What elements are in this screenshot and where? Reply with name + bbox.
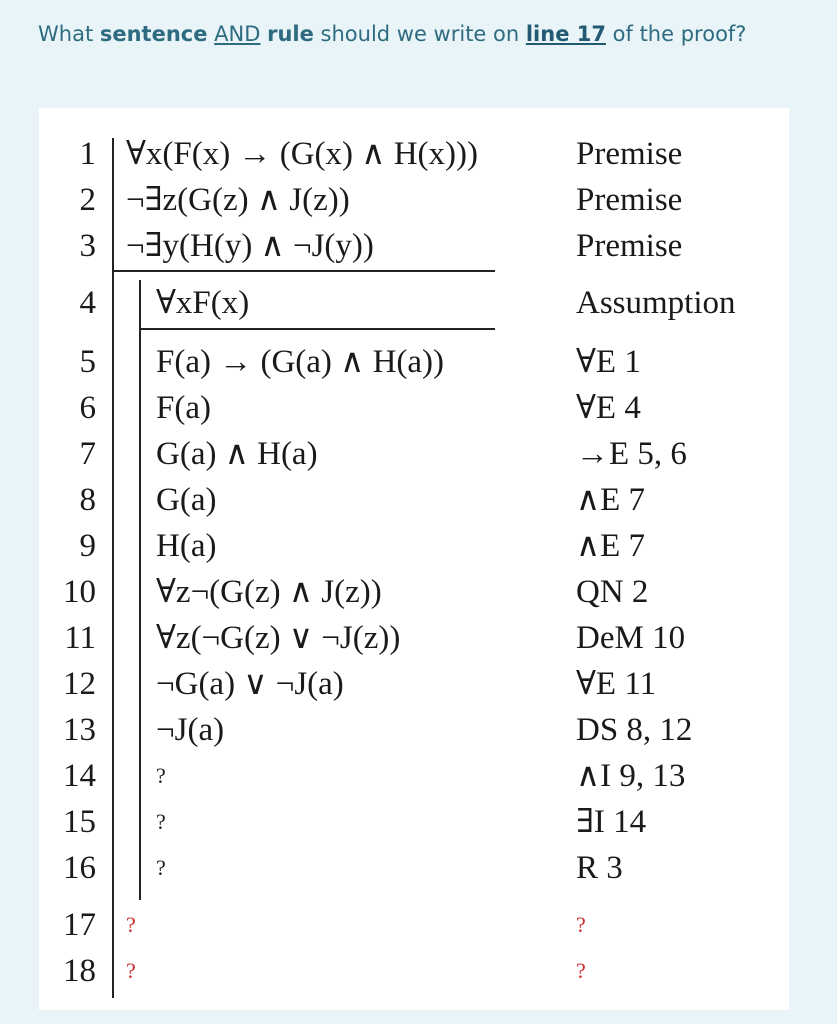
line-rule: ? (576, 912, 586, 937)
line-number: 3 (79, 228, 96, 264)
line-number: 11 (64, 620, 96, 656)
line-rule: ∀E 1 (576, 344, 641, 380)
line-rule: ∧I 9, 13 (576, 758, 686, 794)
line-number: 12 (63, 666, 96, 702)
line-number: 6 (79, 390, 96, 426)
line-rule: ∧E 7 (576, 528, 646, 564)
line-sentence: ? (126, 912, 136, 937)
proof-line-1 (39, 132, 789, 176)
line-rule: ∃I 14 (576, 804, 647, 840)
fitch-proof (39, 108, 789, 1010)
line-17-link[interactable]: line 17 (525, 22, 606, 46)
premise-bar (112, 270, 495, 272)
proof-line-15 (39, 800, 789, 844)
line-sentence: ∀x(F(x) → (G(x) ∧ H(x))) (126, 136, 478, 172)
proof-line-16 (39, 846, 789, 890)
line-sentence: ¬∃y(H(y) ∧ ¬J(y)) (126, 228, 374, 264)
line-number: 15 (63, 804, 96, 840)
line-rule: ∀E 4 (576, 390, 641, 426)
line-rule: ∀E 11 (576, 666, 657, 702)
line-sentence: F(a) → (G(a) ∧ H(a)) (156, 344, 445, 380)
proof-line-14 (39, 754, 789, 798)
line-number: 10 (63, 574, 96, 610)
proof-line-2 (39, 178, 789, 222)
line-sentence: ∀z(¬G(z) ∨ ¬J(z)) (156, 620, 401, 656)
line-sentence: ∀xF(x) (156, 285, 250, 321)
question-emphasis-rule: rule (267, 22, 314, 46)
line-number: 8 (79, 482, 96, 518)
line-sentence: ¬∃z(G(z) ∧ J(z)) (126, 182, 350, 218)
line-number: 5 (79, 344, 96, 380)
proof-line-6 (39, 386, 789, 430)
line-number: 18 (63, 953, 96, 989)
line-sentence: G(a) ∧ H(a) (156, 436, 318, 472)
proof-line-7 (39, 432, 789, 476)
line-rule: ? (576, 958, 586, 983)
line-number: 7 (79, 436, 96, 472)
line-number: 2 (79, 182, 96, 218)
proof-image (39, 108, 789, 1010)
line-number: 4 (79, 285, 96, 321)
line-rule: Assumption (576, 285, 736, 321)
line-rule: Premise (576, 228, 683, 264)
line-rule: Premise (576, 136, 683, 172)
question-part: of the proof? (605, 22, 747, 46)
line-rule: DeM 10 (576, 620, 686, 656)
question-part: What (38, 22, 100, 46)
line-number: 1 (79, 136, 96, 172)
question-part: should we write on (313, 22, 526, 46)
line-sentence: ? (156, 763, 166, 788)
proof-line-3 (39, 224, 789, 268)
line-sentence: ? (156, 809, 166, 834)
proof-line-8 (39, 478, 789, 522)
proof-line-4 (39, 281, 789, 325)
line-sentence: G(a) (156, 482, 217, 518)
line-rule: DS 8, 12 (576, 712, 693, 748)
line-rule: QN 2 (576, 574, 649, 610)
line-number: 13 (63, 712, 96, 748)
assumption-bar (139, 328, 495, 330)
proof-line-11 (39, 616, 789, 660)
line-number: 9 (79, 528, 96, 564)
proof-line-5 (39, 340, 789, 384)
line-sentence: H(a) (156, 528, 217, 564)
proof-line-18 (39, 949, 789, 993)
proof-line-17 (39, 903, 789, 947)
line-rule: Premise (576, 182, 683, 218)
line-sentence: ∀z¬(G(z) ∧ J(z)) (156, 574, 382, 610)
line-number: 16 (63, 850, 96, 886)
line-number: 17 (63, 907, 96, 943)
question-emphasis-and: AND (214, 22, 261, 46)
proof-line-9 (39, 524, 789, 568)
line-rule: R 3 (576, 850, 623, 886)
line-sentence: ¬J(a) (156, 712, 225, 748)
line-sentence: ¬G(a) ∨ ¬J(a) (156, 666, 344, 702)
line-sentence: F(a) (156, 390, 211, 426)
line-sentence: ? (156, 855, 166, 880)
line-rule: →E 5, 6 (576, 436, 687, 472)
proof-line-12 (39, 662, 789, 706)
question-emphasis-sentence: sentence (99, 22, 208, 46)
line-sentence: ? (126, 958, 136, 983)
line-number: 14 (63, 758, 96, 794)
proof-line-10 (39, 570, 789, 614)
proof-line-13 (39, 708, 789, 752)
line-rule: ∧E 7 (576, 482, 646, 518)
question-text (38, 22, 746, 46)
